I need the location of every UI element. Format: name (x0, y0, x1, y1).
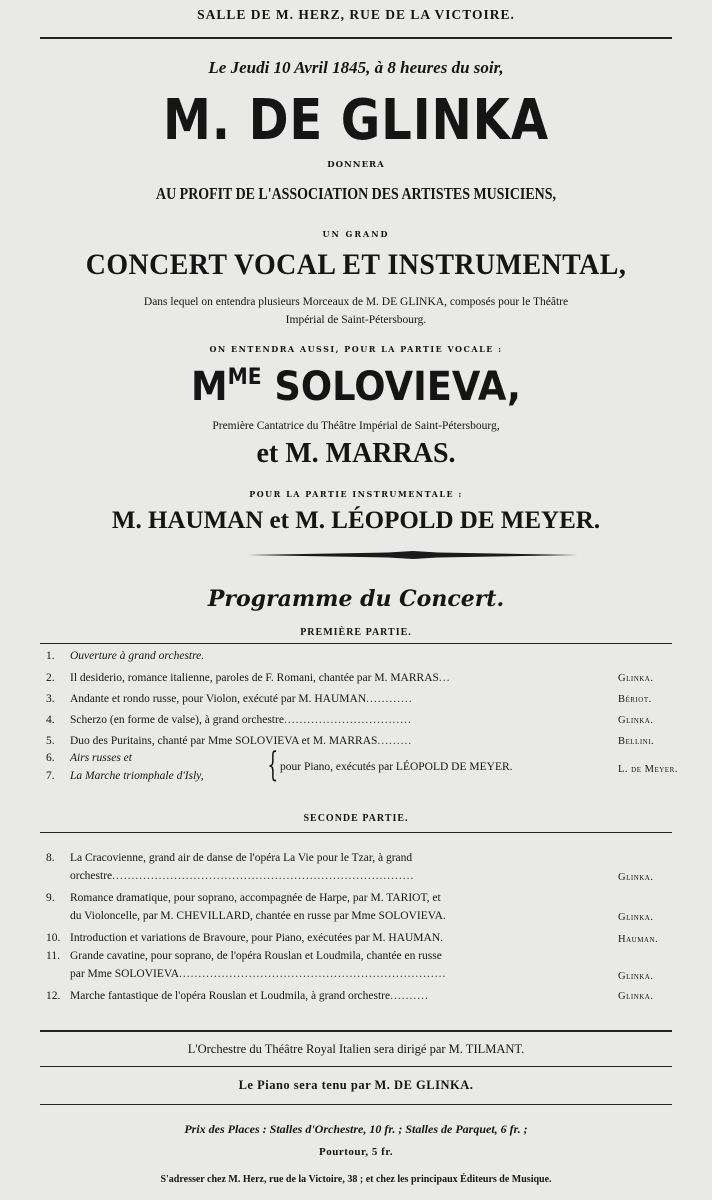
footer-rule-2 (40, 1066, 672, 1067)
programme-title: Programme du Concert. (207, 586, 505, 612)
donnera-label: DONNERA (327, 160, 385, 170)
singer-name: $M^{ME}$ SOLOVIEVA, (190, 364, 522, 410)
item-composer: Glinka. (618, 991, 654, 1002)
singer-description: Première Cantatrice du Théâtre Impérial de Saint-Pétersbourg, (212, 420, 500, 432)
description-line-1: Dans lequel on entendra plusieurs Morceaux de M. DE GLINKA, composés pour le Théâtre (143, 296, 569, 308)
vocal-intro: ON ENTENDRA AUSSI, POUR LA PARTIE VOCALE : (209, 344, 503, 354)
ornamental-divider (248, 551, 578, 559)
programme-item: 9. Romance dramatique, pour soprano, accompagnée de Harpe, par M. TARIOT, et (46, 892, 441, 904)
instrumental-performers: M. HAUMAN et M. LÉOPOLD DE MEYER. (111, 507, 601, 534)
programme-item-continuation: par Mme SOLOVIEVA..................................................................... (70, 968, 447, 980)
item-composer: Glinka. (618, 673, 654, 684)
programme-item: 1. Ouverture à grand orchestre. (46, 650, 205, 662)
group-brace: { (267, 745, 279, 785)
programme-item: 8. La Cracovienne, grand air de danse de l'opéra La Vie pour le Tzar, à grand (46, 852, 413, 864)
item-composer: Bériot. (618, 694, 652, 705)
prices-line-2: Pourtour, 5 fr. (319, 1146, 393, 1158)
un-grand-label: UN GRAND (322, 229, 390, 239)
concert-date: Le Jeudi 10 Avril 1845, à 8 heures du soir, (208, 58, 504, 77)
programme-item-continuation: du Violoncelle, par M. CHEVILLARD, chantée en russe par Mme SOLOVIEVA. (70, 910, 446, 922)
item-composer: Bellini. (618, 736, 655, 747)
item-composer: Glinka. (618, 971, 654, 982)
item-composer: Glinka. (618, 912, 654, 923)
programme-item: 12. Marche fantastique de l'opéra Rouslan et Loudmila, à grand orchestre.......... (46, 990, 429, 1002)
item-composer: Glinka. (618, 715, 654, 726)
programme-item: 11. Grande cavatine, pour soprano, de l'opéra Rouslan et Loudmila, chantée en russe (46, 950, 442, 962)
group-description: pour Piano, exécutés par LÉOPOLD DE MEYER. (280, 761, 513, 773)
programme-item: 6. Airs russes et (46, 752, 132, 764)
part1-rule (40, 643, 672, 644)
footer-rule-3 (40, 1104, 672, 1105)
composer-name: M. DE GLINKA (162, 88, 549, 153)
venue-line: SALLE DE M. HERZ, RUE DE LA VICTOIRE. (197, 7, 515, 22)
programme-item: 7. La Marche triomphale d'Isly, (46, 770, 204, 782)
item-composer: L. de Meyer. (618, 764, 678, 775)
item-composer: Glinka. (618, 872, 654, 883)
address-line: S'adresser chez M. Herz, rue de la Victoire, 38 ; et chez les principaux Éditeurs de Musique. (160, 1174, 552, 1185)
benefit-line: AU PROFIT DE L'ASSOCIATION DES ARTISTES MUSICIENS, (156, 184, 556, 203)
programme-item: 2. Il desiderio, romance italienne, paroles de F. Romani, chantée par M. MARRAS... (46, 672, 451, 684)
orchestra-line: L'Orchestre du Théâtre Royal Italien sera dirigé par M. TILMANT. (187, 1042, 525, 1056)
top-rule (40, 37, 672, 39)
footer-rule-1 (40, 1030, 672, 1032)
programme-item: 3. Andante et rondo russe, pour Violon, exécuté par M. HAUMAN............ (46, 693, 413, 705)
programme-item-continuation: orchestre.............................................................................. (70, 870, 415, 882)
part2-title: SECONDE PARTIE. (303, 813, 409, 824)
prices-line-1: Prix des Places : Stalles d'Orchestre, 10 fr. ; Stalles de Parquet, 6 fr. ; (184, 1122, 528, 1136)
part2-rule (40, 832, 672, 833)
concert-title: CONCERT VOCAL ET INSTRUMENTAL, (85, 248, 627, 281)
programme-item: 4. Scherzo (en forme de valse), à grand orchestre................................. (46, 714, 412, 726)
description-line-2: Impérial de Saint-Pétersbourg. (285, 314, 427, 326)
programme-item: 5. Duo des Puritains, chanté par Mme SOLOVIEVA et M. MARRAS......... (46, 735, 413, 747)
piano-line: Le Piano sera tenu par M. DE GLINKA. (238, 1078, 474, 1092)
second-singer: et M. MARRAS. (256, 438, 456, 469)
instrumental-intro: POUR LA PARTIE INSTRUMENTALE : (249, 489, 463, 499)
item-composer: Hauman. (618, 934, 659, 945)
part1-title: PREMIÈRE PARTIE. (300, 627, 412, 638)
programme-item: 10. Introduction et variations de Bravoure, pour Piano, exécutées par M. HAUMAN. (46, 932, 444, 944)
